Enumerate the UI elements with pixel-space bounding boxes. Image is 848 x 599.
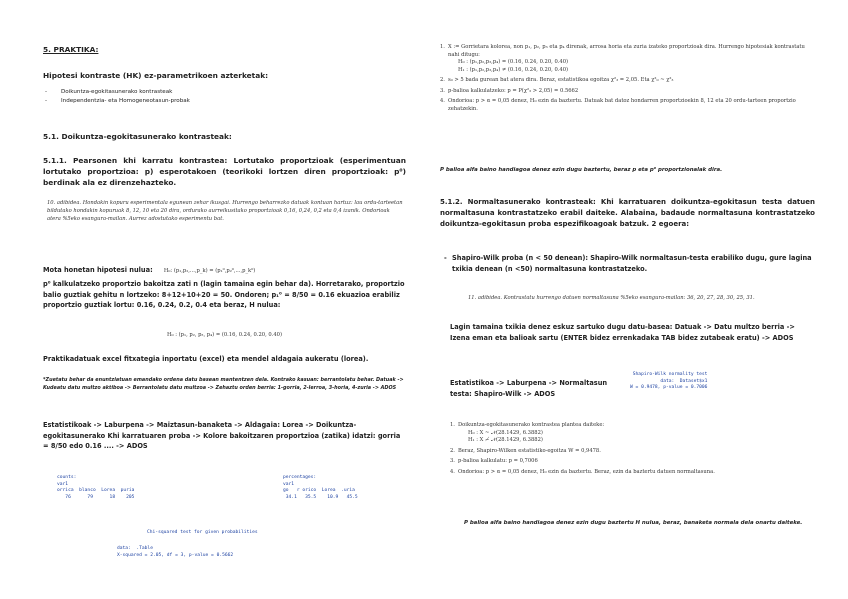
h0-line: H₀ : (p₁,p₂,p₃,p₄) = (0.16, 0.24, 0.20, 0.40) [458, 59, 569, 65]
null-hypothesis-line [43, 257, 406, 276]
practical-instructions: Praktikadatuak excel fitxategia inportatu (excel) eta mendel aldagaia aukeratu (lorea). [43, 355, 369, 363]
section-5-1-1: 5.1.1. Pearsonen khi karratu kontrastea: Lortutako proportzioak (esperimentuan lortutako proportzioa: p) esperotakoen (teorikoki lortzen diren proportzioak: p⁰) berdinak ala ez direnzehazteko. [43, 156, 406, 187]
list-item: 4. Ondorioa: p > α = 0,05 denez, H₀ ezin da baztertu. Datuak bat datoz hondarren proportzioekin 8, 12 eta 20 ordu-tarteen proportzio zehatzekin. [440, 98, 796, 112]
conclusion-2: P balioa alfa baino handiagoa denez ezin dugu baztertu H nulua, beraz, banaketa normala dela onartu daiteke. [464, 520, 803, 526]
null-hyp-label: Mota honetan hipotesi nulua: [43, 266, 153, 274]
practice-heading: 5. PRAKTIKA: [43, 45, 99, 54]
list-item: 3. p-balioa kalkulatu: p = 0,7006 [450, 458, 538, 464]
p0-paragraph: p⁰ kalkulatzeko proportzio bakoitza zati n (lagin tamaina egin behar da). Horretarako, proportzio balio guztiak gehitu n lortzeko: 8+12+10+20 = 50. Ondoren; p₁⁰ = 8/50 = 0.16 ekuazioa erabiliz proportzio guztiak lortu: 0.16, 0.24, 0.2, 0.4 eta beraz, H nulua: [43, 280, 405, 309]
section-5-1: 5.1. Doikuntza-egokitasunerako kontrasteak: [43, 132, 232, 141]
h0-line: H₀ : X ~ 𝒩(28.1429, 6.3882) [468, 429, 543, 436]
shapiro-steps: Estatistikoa -> Laburpena -> Normaltasun testa: Shapiro-Wilk -> ADOS [450, 379, 608, 398]
h0-h1-brace [448, 59, 812, 74]
section-5-1-2: 5.1.2. Normaltasunerako kontrasteak: Khi karratuaren doikuntza-egokitasun testa datuen normaltasuna kontrastatzeko erabil daiteke. Alabaina, badaude normaltasuna kontrastatzeko doikuntza-egokitasun proba espezifikoagoak batzuk. 2 egoera: [440, 198, 815, 228]
null-hyp-formula: H₀: (p₁,p₂,...,p_k) = (p₁⁰,p₂⁰,...,p_k⁰) [163, 268, 256, 274]
solution-list-1 [440, 44, 812, 116]
list-item: 2. Beraz, Shapiro-Wilken estatistiko-egoitza W = 0,9478. [450, 447, 601, 454]
output-percentages: percentages: var1 go r orico Lorea .uria 34.1 35.5 10.9 45.5 [283, 475, 358, 500]
example-10: 10. adibidea. Hondakin kopuru esperimentala egunean zehar ikusgai. Hurrengo beharrezko datuak kontuan hartuz: lau ordu-tarteetan bildutako hondakin kopuruak 8, 12, 10 eta 20 dira, ordurako aurreikusitako proportzioak 0,16, 0,24, 0,2 eta 0,4 izanik. Ondorioak atera %5eko esangura-mailan. Aurrez adostutako esperimentu bat. [47, 200, 403, 222]
h0-h1-brace [458, 430, 812, 445]
order-note: *Zuetatu behar da enuntziatuan emandako ordena datu basean mantentzen dela. Kontrako kasuan: berrantolatu behar. Datuak -> Kudeatu datu multzo aktiboa -> Berrantolatu datu multzoa -> Zehaztu orden berria: 1-gorria, 2-lerroa, 3-horia, 4-zuria -> ADOS [43, 377, 404, 391]
h1-line: H₁ : X ≁ 𝒩(28.1429, 6.3882) [468, 437, 543, 443]
solution-list-2 [450, 422, 812, 479]
output-title: Chi-squared test for given probabilities [147, 530, 258, 535]
h0-values: H₀ : (p₁, p₂, p₃, p₄) = (0.16, 0.24, 0.20, 0.40) [167, 332, 282, 338]
output-counts: counts: var1 orrica blanco Lorea puria 76 79 18 205 [57, 475, 135, 500]
menu-steps: Estatistikoak -> Laburpena -> Maiztasun-banaketa -> Aldagaia: Lorea -> Doikuntza-egokitasunerako Khi karratuaren proba -> Kolore bakoitzaren proportzioa (zatika) idatzi: gorria = 8/50 edo 0.16 .... -> ADOS [43, 421, 401, 450]
nonparametric-subtitle: Hipotesi kontraste (HK) ez-parametrikoen azterketak: [43, 71, 269, 80]
conclusion-1: P balioa alfa baino handiagoa denez ezin dugu baztertu, beraz p eta p⁰ proportzionalak dira. [440, 167, 723, 173]
list-item: 2. s₀ > 5 bada gurean bat atera dira. Beraz, estatistikoa egoitza χ²₃ = 2,05. Eta χ²₀ ~ χ²₃ [440, 77, 674, 83]
list-item: - Doikuntza-egokitasunerako kontrasteak [45, 88, 385, 97]
shapiro-bullet-text: Shapiro-Wilk proba (n < 50 denean): Shapiro-Wilk normaltasun-testa erabiliko dugu, gure lagina txikia denean (n <50) normaltasuna kontrastatzeko. [452, 254, 812, 273]
output-result: data: .Table X-squared = 2.05, df = 3, p-value = 0.5662 [117, 546, 234, 558]
example-11: 11. adibidea. Kontrastatu hurrengo datuen normaltasuna %5eko esangura-mailan: 36, 20, 27, 28, 30, 25, 31. [468, 295, 755, 301]
shapiro-bullet: - Shapiro-Wilk proba (n < 50 denean): Shapiro-Wilk normaltasun-testa erabiliko dugu, gure lagina txikia denean (n <50) normaltasuna kontrastatzeko. [444, 254, 812, 273]
list-item: 1. Doikuntza-egokitasunerako kontrastea plantea daiteke: H₀ : X ~ 𝒩(28.1429, 6.3882) H₁ : X ≁ 𝒩(28.1429, 6.3882) [450, 422, 812, 445]
dataset-steps: Lagin tamaina txikia denez eskuz sartuko dugu datu-basea: Datuak -> Datu multzo berria -> Izena eman eta balioak sartu (ENTER bidez errenkadaka TAB bidez zutabeak eratu) -> ADOS [450, 323, 795, 342]
topic-list [45, 88, 385, 106]
list-item: 4. Ondorioa: p > α = 0,05 denez, H₀ ezin da baztertu. Beraz, ezin da baztertu datuen normaltasuna. [450, 468, 715, 475]
list-item: 3. p-balioa kalkulatzeko: p = P(χ²₃ > 2,05) = 0.5662 [440, 87, 579, 94]
list-item: - Independentzia- eta Homogeneotasun-probak [45, 97, 385, 106]
h1-line: H₁ : (p₁,p₂,p₃,p₄) ≠ (0.16, 0.24, 0.20, 0.40) [458, 66, 569, 73]
list-item: 1. X := Gorrietara kolorea, non p₁, p₂, p₃ eta p₄ direnak, arrosa horia eta zuria izateko proportzioak dira. Hurrengo hipotesiak kontrastatu nahi ditugu: H₀ : (p₁,p₂,p₃,p₄) = (0.16, 0.24, 0.20, 0.40) H₁ : (p₁,p₂,p₃,p₄) ≠ (0.16, 0.24, 0.20, 0.40) [440, 44, 812, 74]
shapiro-output: Shapiro-Wilk normality test data: Dataset$x1 W = 0.9478, p-value = 0.7006 [630, 372, 708, 390]
